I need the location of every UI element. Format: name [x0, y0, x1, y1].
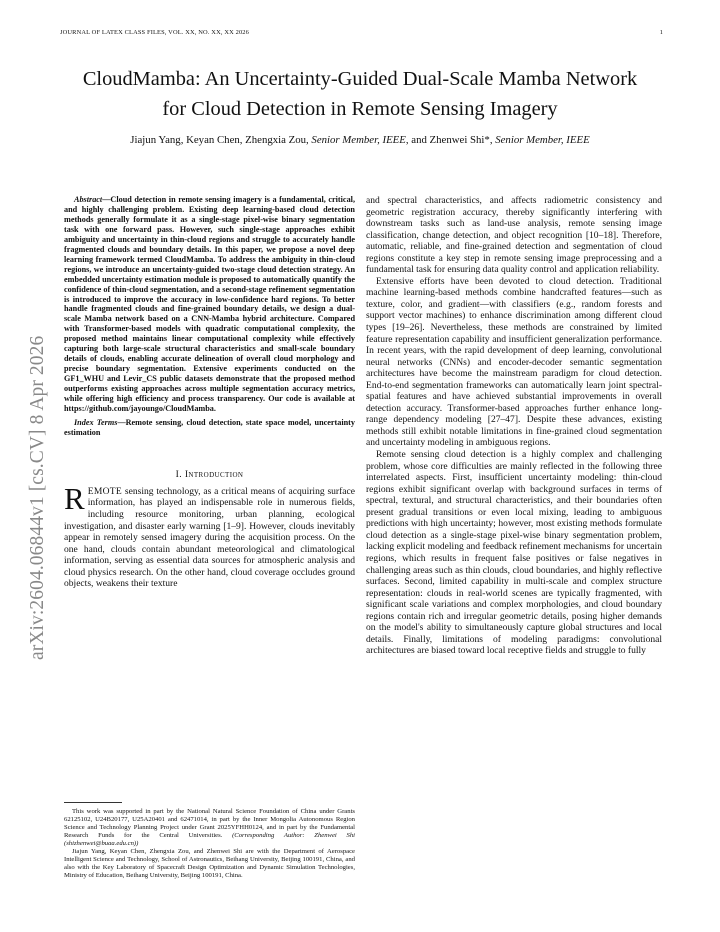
affiliation-footnote: Jiajun Yang, Keyan Chen, Zhengxia Zou, and Zhenwei Shi are with the Department of Aerospace Intelligent Science and Technology, School of Astronautics, Beihang University, Beijing 100191, China, and also with the Key Laboratory of Spacecraft Design Optimization and Dynamic Simulation Technologies, Ministry of Education, Beihang University, Beijing 100191, China.: [64, 848, 355, 879]
author-names-1: Jiajun Yang, Keyan Chen, Zhengxia Zou,: [130, 134, 312, 146]
intro-paragraph-1-continued: and spectral characteristics, and affects radiometric consistency and geometric registration accuracy, thereby significantly interfering with downstream tasks such as land-use analysis, remote sensing image classification, change detection, and object recognition [10–18]. Therefore, automatic, reliable, and fine-grained detection and segmentation of cloud regions constitute a key step in remote sensing image preprocessing and a fundamental task for ensuring data quality control and application reliability.: [366, 195, 662, 276]
left-column: [64, 195, 355, 590]
abstract: [64, 195, 355, 414]
abstract-text: —Cloud detection in remote sensing imagery is a fundamental, critical, and highly challenging problem. Existing deep learning-based cloud detection methods generally formulate it as a single-stage pixel-wise binary segmentation task with one forward pass. However, such single-stage approaches exhibit ambiguity and uncertainty in thin-cloud regions and struggle to accurately handle fragmented clouds and boundary details. In this paper, we propose a novel deep learning framework termed CloudMamba. To address the ambiguity in thin-cloud regions, we introduce an uncertainty-guided two-stage cloud detection strategy. An embedded uncertainty estimation module is proposed to automatically quantify the confidence of thin-cloud segmentation, and a second-stage refinement segmentation is introduced to improve the accuracy in low-confidence hard regions. To better handle fragmented clouds and fine-grained boundary details, we design a dual-scale Mamba network based on a CNN-Mamba hybrid architecture. Compared with Transformer-based models with quadratic computational complexity, the proposed method maintains linear computational complexity while effectively capturing both large-scale structural characteristics and small-scale boundary details of clouds, enabling accurate delineation of overall cloud morphology and precise boundary segmentation. Extensive experiments conducted on the GF1_WHU and Levir_CS public datasets demonstrate that the proposed method outperforms existing approaches across multiple segmentation accuracy metrics, while offering high efficiency and process transparency. Our code is available at https://github.com/jayoungo/CloudMamba.: [64, 195, 355, 414]
intro-paragraph-3: Remote sensing cloud detection is a highly complex and challenging problem, whose core difficulties are mainly reflected in the following three interrelated aspects. First, insufficient uncertainty modeling: thin-cloud regions exhibit significant overlap with background surfaces in terms of spectral, textural, and structural characteristics, and their boundaries often present gradual transitions or even local mixing, leading to ambiguous predictions with high uncertainty; however, most existing methods formulate cloud detection as a single-stage pixel-wise binary segmentation problem, lacking explicit modeling and feedback refinement mechanisms for uncertain regions, which results in frequent false positives or false negatives in challenging areas such as thin clouds, cloud boundaries, and highly reflective surfaces. Second, limited capability in multi-scale and complex structure representation: clouds in real-world scenes are typically fragmented, with significant scale variations and complex morphologies, and cloud boundary regions contain rich and irregular geometric details, posing higher demands on the model's ability to simultaneously capture global structures and local details. Finally, limitations of modeling paradigms: convolutional architectures are biased toward local receptive fields and struggle to fully: [366, 449, 662, 657]
title-line-1: CloudMamba: An Uncertainty-Guided Dual-Scale Mamba Network: [82, 68, 638, 90]
paper-title: [40, 64, 680, 124]
running-header: JOURNAL OF LATEX CLASS FILES, VOL. XX, NO. XX, XX 2026: [60, 29, 249, 36]
footnote-rule: [64, 802, 122, 803]
first-word-rest: EMOTE: [87, 485, 123, 497]
footnotes: [64, 808, 355, 880]
intro-paragraph-1-text: sensing technology, as a critical means of acquiring surface information, has played an indispensable role in numerous fields, including resource monitoring, urban planning, ecological investigation, and disaster early warning [1–9]. However, clouds inevitably appear in remotely sensed imagery during the acquisition process. On the one hand, clouds contain abundant meteorological and climatological information, serving as essential data sources for atmospheric analysis and cloud physics research. On the other hand, cloud coverage occludes ground objects, weakens their texture: [64, 485, 355, 590]
page-number: 1: [659, 29, 663, 36]
author-names-2: , and Zhenwei Shi*,: [405, 134, 496, 146]
author-list: [40, 134, 680, 146]
corresponding-author: (Corresponding Author: Zhenwei Shi (shizhenwei@buaa.edu.cn)): [64, 832, 355, 847]
arxiv-watermark: arXiv:2604.06844v1 [cs.CV] 8 Apr 2026: [27, 335, 48, 660]
abstract-label: Abstract: [74, 195, 103, 204]
right-column: [366, 195, 662, 657]
index-terms: [64, 418, 355, 438]
author-role-1: Senior Member, IEEE: [311, 134, 406, 146]
author-role-2: Senior Member, IEEE: [495, 134, 590, 146]
intro-paragraph-2: Extensive efforts have been devoted to cloud detection. Traditional machine learning-based methods combine handcrafted features—such as texture, color, and gradient—with classifiers (e.g., random forests and support vector machines) to enhance discrimination among different cloud types [19–26]. Nevertheless, these methods are constrained by limited feature representation capability and insufficient generalization performance. In recent years, with the rapid development of deep learning, convolutional neural networks (CNNs) and encoder-decoder semantic segmentation architectures have become the mainstream paradigm for cloud detection. End-to-end segmentation frameworks can automatically learn joint spectral-spatial features and have achieved substantial improvements in overall detection accuracy. Transformer-based approaches further enhance long-range dependency modeling [27–47]. Despite these advances, existing methods still exhibit notable limitations in fine-grained cloud segmentation and uncertainty modeling in ambiguous regions.: [366, 275, 662, 449]
funding-text: This work was supported in part by the National Natural Science Foundation of China under Grants 62125102, U24B20177, U25A20401 and 62471014, in part by the Inner Mongolia Autonomous Region Science and Technology Planning Project under Grant 2025YFHH0124, and in part by the Fundamental Research Funds for the Central Universities.: [64, 808, 355, 839]
intro-paragraph-1: [64, 480, 355, 590]
title-line-2: for Cloud Detection in Remote Sensing Imagery: [162, 98, 558, 120]
drop-cap: R: [64, 480, 85, 516]
index-terms-label: Index Terms: [74, 417, 118, 427]
section-heading-introduction: I. Introduction: [175, 468, 244, 480]
index-terms-text: —Remote sensing, cloud detection, state space model, uncertainty estimation: [64, 417, 355, 437]
funding-footnote: [64, 808, 355, 848]
